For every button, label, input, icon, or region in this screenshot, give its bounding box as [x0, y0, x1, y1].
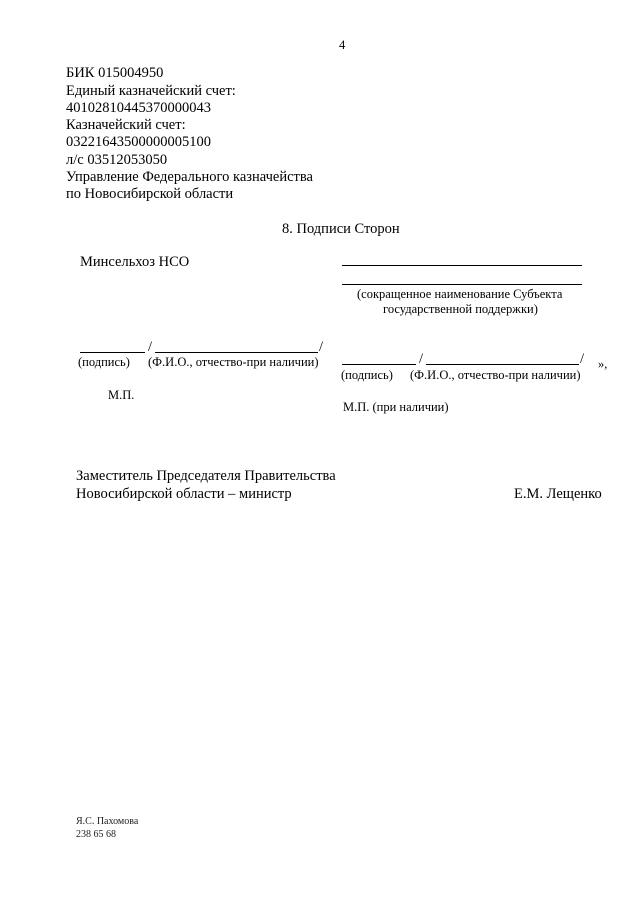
right-signature-line — [342, 364, 416, 365]
right-caption-line-2: государственной поддержки) — [383, 302, 538, 316]
left-slash-1: / — [148, 339, 153, 355]
right-fio-label: (Ф.И.О., отчество-при наличии) — [410, 368, 581, 382]
signatory-name: Е.М. Лещенко — [514, 486, 602, 502]
right-name-line-1 — [342, 265, 582, 266]
executor-name: Я.С. Пахомова — [76, 816, 139, 827]
treasury-account-label: Единый казначейский счет: — [66, 83, 236, 99]
closing-quote: », — [598, 357, 608, 371]
page-number: 4 — [339, 38, 346, 52]
right-name-line-2 — [342, 284, 582, 285]
executor-phone: 238 65 68 — [76, 829, 116, 840]
org-line-2: по Новосибирской области — [66, 186, 234, 202]
signatory-title-line-1: Заместитель Председателя Правительства — [76, 468, 336, 484]
right-slash-1: / — [419, 351, 424, 367]
left-sign-label: (подпись) — [78, 355, 130, 369]
right-fio-line — [426, 364, 579, 365]
right-stamp: М.П. (при наличии) — [343, 400, 449, 414]
personal-account: л/с 03512053050 — [66, 152, 168, 168]
org-line-1: Управление Федерального казначейства — [66, 169, 313, 185]
signatory-title-line-2: Новосибирской области – министр — [76, 486, 292, 502]
right-caption-line-1: (сокращенное наименование Субъекта — [357, 287, 563, 301]
left-stamp: М.П. — [108, 388, 135, 402]
account: 03221643500000005100 — [66, 134, 211, 150]
left-party-name: Минсельхоз НСО — [80, 254, 190, 270]
treasury-account: 40102810445370000043 — [66, 100, 211, 116]
left-slash-2: / — [319, 339, 324, 355]
bik: БИК 015004950 — [66, 65, 164, 81]
left-signature-line — [80, 352, 145, 353]
section-title: 8. Подписи Сторон — [282, 221, 400, 237]
right-sign-label: (подпись) — [341, 368, 393, 382]
left-fio-label: (Ф.И.О., отчество-при наличии) — [148, 355, 319, 369]
left-fio-line — [155, 352, 318, 353]
account-label: Казначейский счет: — [66, 117, 186, 133]
right-slash-2: / — [580, 351, 585, 367]
